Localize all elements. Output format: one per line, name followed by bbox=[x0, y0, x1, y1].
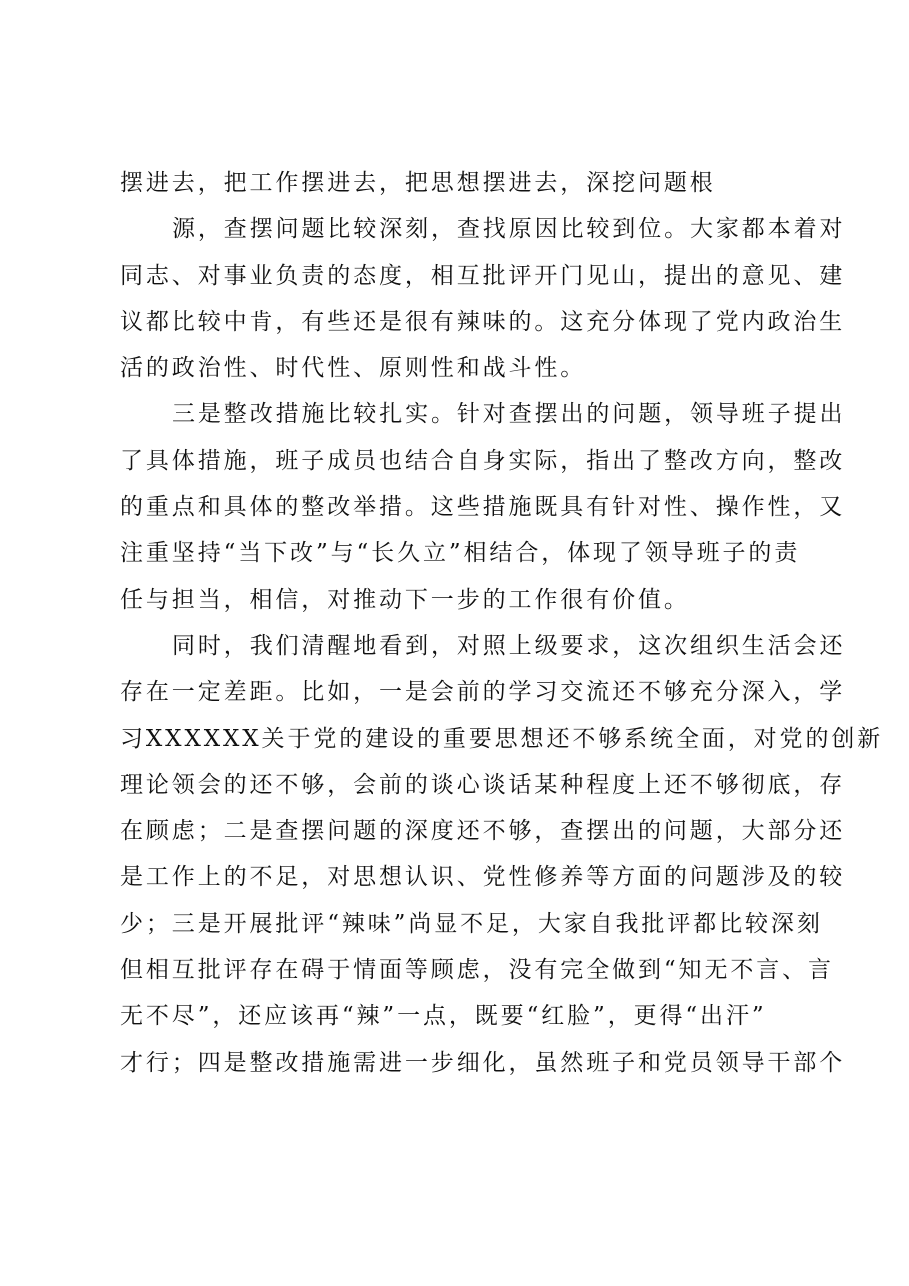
text-line-9: 注重坚持“当下改”与“长久立”相结合，体现了领导班子的责 bbox=[120, 540, 801, 567]
text-line-3: 同志、对事业负责的态度，相互批评开门见山，提出的意见、建 bbox=[120, 262, 846, 289]
text-line-6: 三是整改措施比较扎实。针对查摆出的问题，领导班子提出 bbox=[172, 401, 846, 428]
text-line-1: 摆进去，把工作摆进去，把思想摆进去，深挖问题根 bbox=[120, 170, 716, 196]
body-text bbox=[120, 160, 884, 1086]
text-line-10: 任与担当，相信，对推动下一步的工作很有价值。 bbox=[120, 586, 690, 613]
text-line-13: 习XXXXXX关于党的建设的重要思想还不够系统全面，对党的创新 bbox=[120, 725, 884, 752]
text-line-12: 存在一定差距。比如，一是会前的学习交流还不够充分深入，学 bbox=[120, 679, 846, 706]
text-line-18: 但相互批评存在碍于情面等顾虑，没有完全做到“知无不言、言 bbox=[120, 957, 834, 984]
text-line-5: 活的政治性、时代性、原则性和战斗性。 bbox=[120, 355, 587, 382]
text-line-20: 才行；四是整改措施需进一步细化，虽然班子和党员领导干部个 bbox=[120, 1049, 846, 1076]
text-line-7: 了具体措施，班子成员也结合自身实际，指出了整改方向，整改 bbox=[120, 447, 846, 474]
text-line-19: 无不尽”，还应该再“辣”一点，既要“红脸”，更得“出汗” bbox=[120, 1003, 767, 1030]
text-line-4: 议都比较中肯，有些还是很有辣味的。这充分体现了党内政治生 bbox=[120, 308, 846, 335]
text-line-11: 同时，我们清醒地看到，对照上级要求，这次组织生活会还 bbox=[172, 632, 846, 659]
text-line-2: 源，查摆问题比较深刻，查找原因比较到位。大家都本着对 bbox=[172, 216, 846, 243]
text-line-15: 在顾虑；二是查摆问题的深度还不够，查摆出的问题，大部分还 bbox=[120, 818, 846, 845]
text-line-16: 是工作上的不足，对思想认识、党性修养等方面的问题涉及的较 bbox=[120, 864, 846, 891]
text-line-8: 的重点和具体的整改举措。这些措施既具有针对性、操作性，又 bbox=[120, 494, 846, 521]
text-line-17: 少；三是开展批评“辣味”尚显不足，大家自我批评都比较深刻 bbox=[120, 910, 823, 937]
text-line-14: 理论领会的还不够，会前的谈心谈话某种程度上还不够彻底，存 bbox=[120, 771, 846, 798]
